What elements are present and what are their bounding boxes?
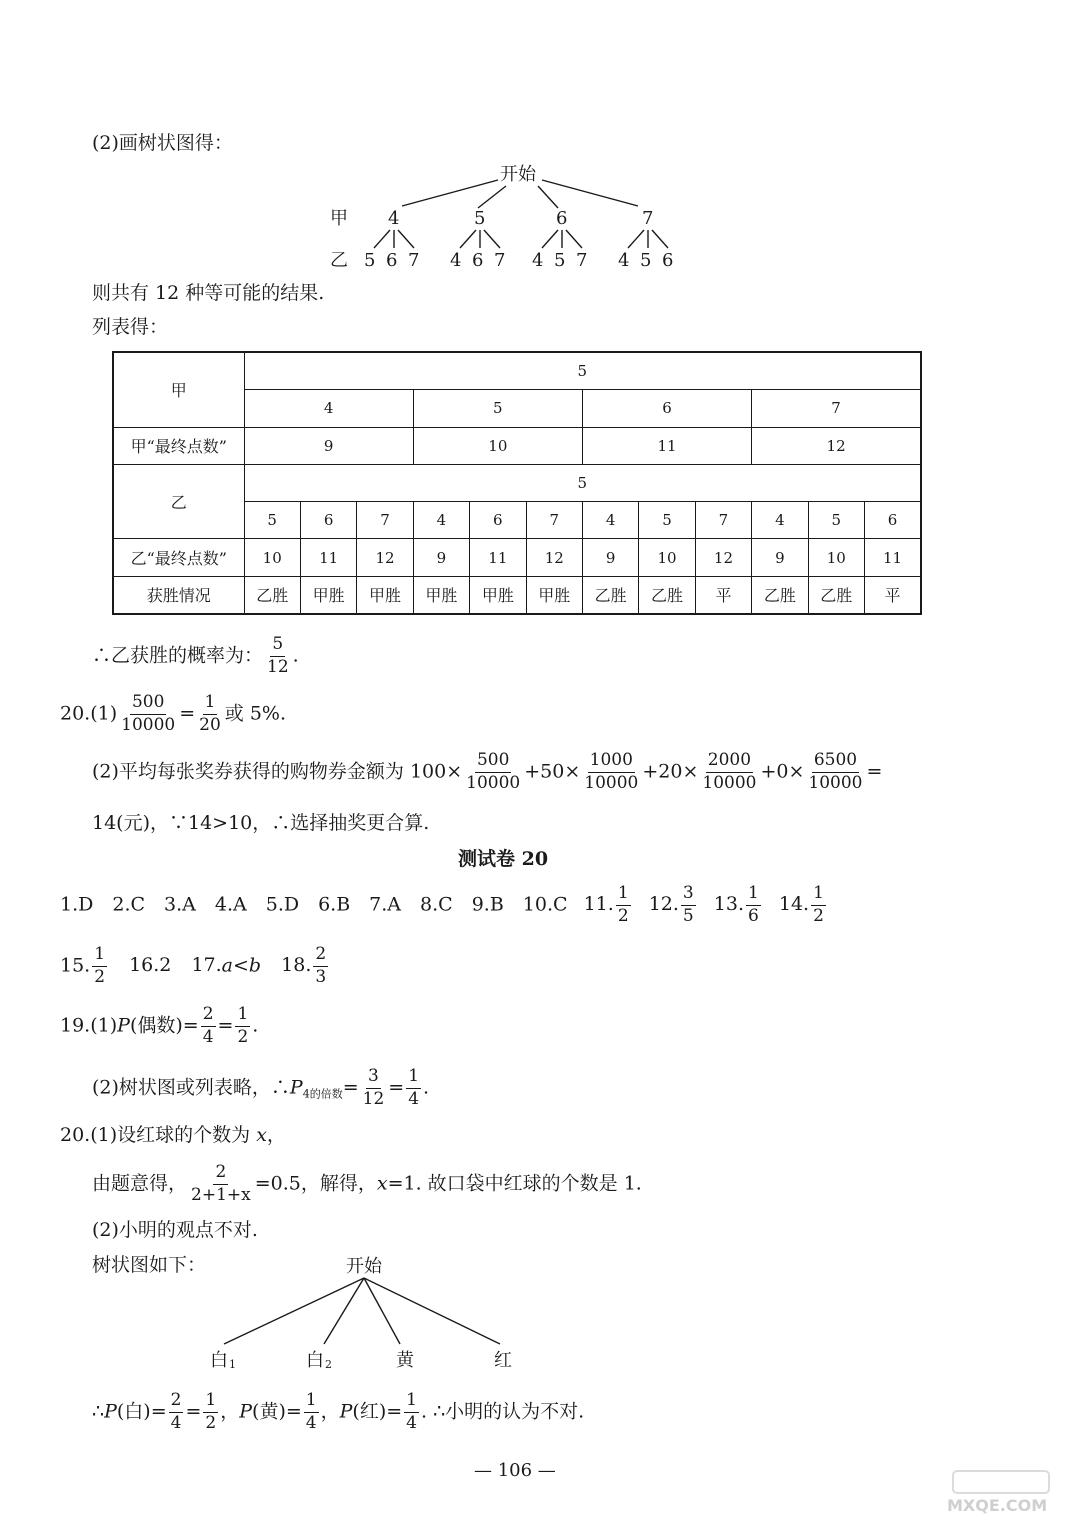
yi-val: 5 xyxy=(639,502,695,539)
q20-conclusion: 14(元)，∵14>10，∴选择抽奖更合算. xyxy=(92,812,430,834)
q19-part1: 19.(1)P(偶数)= $\frac{2}{4}$ = $\frac{1}{2}$ . xyxy=(60,1004,259,1047)
tree1-l2-2-0: 4 xyxy=(532,250,544,271)
yi-val: 7 xyxy=(695,502,751,539)
fraction: $\frac{6500}{10000}$ xyxy=(808,750,863,793)
yi-final: 11 xyxy=(470,539,526,576)
yi-final: 10 xyxy=(808,539,864,576)
final-line: ∴P(白)= $\frac{2}{4}$ = $\frac{1}{2}$ ，P(黄)= $\frac{1}{4}$ ，P(红)= $\frac{1}{4}$ . ∴小明的认为不对. xyxy=(92,1390,585,1433)
yi-header: 乙 xyxy=(113,464,244,539)
jia-final: 9 xyxy=(244,427,413,464)
tree-diagram-1 xyxy=(320,158,700,274)
jia-val: 4 xyxy=(244,390,413,427)
fraction: $\frac{1}{2}$ xyxy=(237,1004,249,1047)
result-cell: 乙胜 xyxy=(752,576,808,614)
yi-final: 12 xyxy=(695,539,751,576)
yi-final: 9 xyxy=(752,539,808,576)
fraction: $\frac{1}{20}$ xyxy=(199,692,221,735)
result-label: 获胜情况 xyxy=(113,576,244,614)
tree-diagram-2 xyxy=(180,1250,540,1374)
yi-val: 4 xyxy=(582,502,638,539)
fraction: $\frac{1}{4}$ xyxy=(305,1390,317,1433)
result-cell: 甲胜 xyxy=(526,576,582,614)
yi-top: 5 xyxy=(244,464,921,501)
svg-text:MXQE.COM: MXQE.COM xyxy=(947,1496,1048,1515)
tree2-root: 开始 xyxy=(346,1256,382,1277)
yi-final: 10 xyxy=(639,539,695,576)
tree1-l2-1-1: 6 xyxy=(472,250,484,271)
q20b-line2: 由题意得， $\frac{2}{2+1+x}$ =0.5，解得，x=1. 故口袋中红球的个数是 1. xyxy=(92,1162,642,1205)
tree2-leaf-0: 白 xyxy=(210,1350,228,1371)
yi-final: 11 xyxy=(300,539,356,576)
q20b-line4: 树状图如下： xyxy=(92,1254,207,1276)
result-cell: 甲胜 xyxy=(357,576,413,614)
result-cell: 甲胜 xyxy=(300,576,356,614)
tree2-leaf-1: 白 xyxy=(306,1350,324,1371)
fraction: $\frac{1}{2}$ xyxy=(205,1390,217,1433)
fraction: $\frac{3}{12}$ xyxy=(362,1066,385,1109)
result-cell: 甲胜 xyxy=(413,576,469,614)
yi-val: 7 xyxy=(526,502,582,539)
fraction: $\frac{500}{10000}$ xyxy=(121,692,176,735)
tree1-l2-1-2: 7 xyxy=(494,250,506,271)
answers-row-2: 15. $\frac{1}{2}$ 16.2 17.a<b 18. $\frac{2}{3}$ xyxy=(60,944,327,987)
jia-final-label: 甲“最终点数” xyxy=(113,427,244,464)
jia-val: 6 xyxy=(582,390,751,427)
yi-val: 4 xyxy=(752,502,808,539)
tree1-l2-2-2: 7 xyxy=(576,250,588,271)
tree2-leaf-1-sub: 2 xyxy=(325,1358,332,1371)
yi-val: 5 xyxy=(244,502,300,539)
fraction: $\frac{2}{4}$ xyxy=(202,1004,214,1047)
results-table xyxy=(112,351,922,615)
q19-part2: (2)树状图或列表略，$\therefore P_{4的倍数}=$ $\frac{3}{12}$ = $\frac{1}{4}$ . xyxy=(92,1066,430,1109)
jia-header: 甲 xyxy=(113,352,244,427)
yi-final: 9 xyxy=(582,539,638,576)
tree2-leaf-2: 黄 xyxy=(396,1350,414,1371)
tree1-l2-3-1: 5 xyxy=(640,250,652,271)
yi-val: 4 xyxy=(413,502,469,539)
fraction: $\frac{3}{5}$ xyxy=(682,883,694,926)
tree1-l2-2-1: 5 xyxy=(554,250,566,271)
tree1-l2-1-0: 4 xyxy=(450,250,462,271)
fraction: $\frac{1}{2}$ xyxy=(94,944,106,987)
yi-val: 6 xyxy=(864,502,921,539)
jia-top: 5 xyxy=(244,352,921,390)
fraction: $\frac{1}{6}$ xyxy=(748,883,759,926)
yi-final: 10 xyxy=(244,539,300,576)
jia-final: 12 xyxy=(752,427,921,464)
tree1-l2-0-2: 7 xyxy=(408,250,420,271)
tree1-l1-3: 7 xyxy=(642,208,654,229)
tree1-row1-label: 甲 xyxy=(330,208,348,229)
q20-part2: (2)平均每张奖券获得的购物券金额为 100× $\frac{500}{10000}$ +50× $\frac{1000}{10000}$ +20× $\frac{2000}{10000}$ +0× $\frac{6500}{10000}$ = xyxy=(92,750,883,793)
jia-final: 11 xyxy=(582,427,751,464)
yi-val: 5 xyxy=(808,502,864,539)
tree1-l2-0-1: 6 xyxy=(386,250,398,271)
q20b-line1: 20.(1)设红球的个数为 x， xyxy=(60,1124,286,1146)
yi-final: 12 xyxy=(357,539,413,576)
fraction: $\frac{1}{4}$ xyxy=(406,1390,417,1433)
yi-val: 6 xyxy=(470,502,526,539)
yi-val: 6 xyxy=(300,502,356,539)
jia-final: 10 xyxy=(413,427,582,464)
fraction: $\frac{1}{2}$ xyxy=(617,883,629,926)
fraction: $\frac{2}{4}$ xyxy=(170,1390,182,1433)
table-intro: 列表得： xyxy=(92,316,169,338)
fraction: $\frac{2}{2+1+x}$ xyxy=(191,1162,251,1205)
fraction: $\frac{2}{3}$ xyxy=(315,944,327,987)
result-cell: 乙胜 xyxy=(639,576,695,614)
answers-row-1: 1.D 2.C 3.A 4.A 5.D 6.B 7.A 8.C 9.B 10.C 11. $\frac{1}{2}$ 12. $\frac{3}{5}$ 13. $\frac{1}{6}$ 14. $\frac{1}{2}$ xyxy=(60,883,824,926)
tree1-l2-0-0: 5 xyxy=(364,250,376,271)
tree1-l2-3-2: 6 xyxy=(662,250,674,271)
fraction: $\frac{1}{4}$ xyxy=(408,1066,420,1109)
outcomes-text: 则共有 12 种等可能的结果. xyxy=(92,282,325,304)
jia-val: 7 xyxy=(752,390,921,427)
yi-final: 11 xyxy=(864,539,921,576)
jia-val: 5 xyxy=(413,390,582,427)
result-cell: 平 xyxy=(864,576,921,614)
fraction: $\frac{1000}{10000}$ xyxy=(584,750,639,793)
yi-val: 7 xyxy=(357,502,413,539)
part2-label: (2)画树状图得： xyxy=(92,132,233,154)
yi-final: 9 xyxy=(413,539,469,576)
section-title: 测试卷 20 xyxy=(458,848,549,870)
tree1-row2-label: 乙 xyxy=(330,250,348,271)
tree1-l2-3-0: 4 xyxy=(618,250,630,271)
result-cell: 平 xyxy=(695,576,751,614)
prob-yi-line: ∴乙获胜的概率为： $\frac{5}{12}$ . xyxy=(92,634,299,677)
fraction: $\frac{2000}{10000}$ xyxy=(702,750,757,793)
tree1-root: 开始 xyxy=(500,164,536,185)
fraction: $\frac{1}{2}$ xyxy=(813,883,824,926)
tree2-leaf-0-sub: 1 xyxy=(229,1358,236,1371)
tree1-l1-1: 5 xyxy=(474,208,486,229)
q20-part1: 20.(1) $\frac{500}{10000}$ = $\frac{1}{20}$ 或 5%. xyxy=(60,692,287,735)
fraction: $\frac{500}{10000}$ xyxy=(466,750,521,793)
result-cell: 乙胜 xyxy=(244,576,300,614)
yi-final-label: 乙“最终点数” xyxy=(113,539,244,576)
result-cell: 乙胜 xyxy=(808,576,864,614)
tree1-l1-0: 4 xyxy=(388,208,400,229)
tree2-leaf-3: 红 xyxy=(494,1350,512,1371)
tree1-l1-2: 6 xyxy=(556,208,568,229)
result-cell: 乙胜 xyxy=(582,576,638,614)
result-cell: 甲胜 xyxy=(470,576,526,614)
page-number: — 106 — xyxy=(474,1460,556,1481)
q20b-line3: (2)小明的观点不对. xyxy=(92,1219,258,1241)
yi-final: 12 xyxy=(526,539,582,576)
watermark-logo xyxy=(943,1467,1063,1517)
fraction: $\frac{5}{12}$ xyxy=(267,634,289,677)
